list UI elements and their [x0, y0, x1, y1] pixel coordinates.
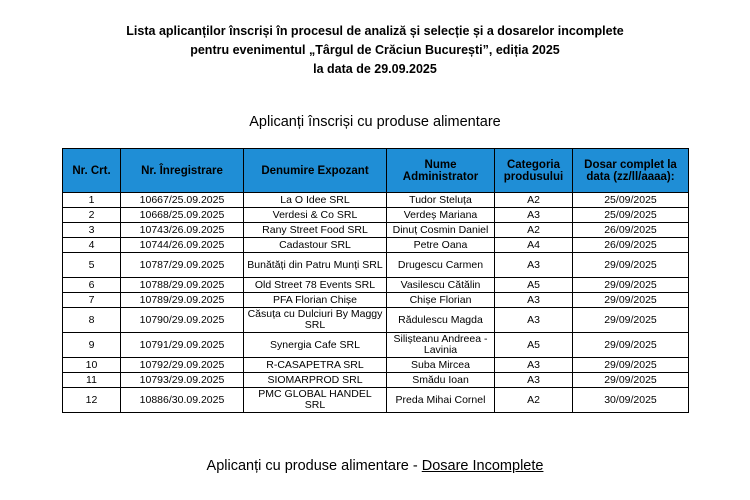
- cell-nr: 9: [63, 333, 121, 358]
- cell-registration: 10793/29.09.2025: [121, 373, 244, 388]
- cell-administrator: Vasilescu Cătălin: [387, 278, 495, 293]
- cell-category: A3: [495, 208, 573, 223]
- table-row: [63, 293, 689, 308]
- cell-complete-date: 29/09/2025: [573, 358, 689, 373]
- col-header-nr: Nr. Crt.: [63, 149, 121, 193]
- cell-exhibitor: SIOMARPROD SRL: [244, 373, 387, 388]
- cell-exhibitor: Rany Street Food SRL: [244, 223, 387, 238]
- cell-complete-date: 29/09/2025: [573, 278, 689, 293]
- table-row: [63, 278, 689, 293]
- cell-exhibitor: Căsuța cu Dulciuri By Maggy SRL: [244, 308, 387, 333]
- cell-nr: 7: [63, 293, 121, 308]
- table-row: [63, 373, 689, 388]
- cell-exhibitor: Verdesi & Co SRL: [244, 208, 387, 223]
- cell-complete-date: 29/09/2025: [573, 308, 689, 333]
- header-line-3: la data de 29.09.2025: [313, 62, 437, 76]
- cell-registration: 10667/25.09.2025: [121, 193, 244, 208]
- cell-registration: 10790/29.09.2025: [121, 308, 244, 333]
- cell-registration: 10791/29.09.2025: [121, 333, 244, 358]
- cell-nr: 2: [63, 208, 121, 223]
- header-line-2: pentru evenimentul „Târgul de Crăciun București”, ediția 2025: [190, 43, 560, 57]
- table-row: [63, 193, 689, 208]
- section-title-prefix: Aplicanți cu produse alimentare -: [206, 458, 422, 474]
- cell-category: A3: [495, 373, 573, 388]
- col-header-registration: Nr. Înregistrare: [121, 149, 244, 193]
- cell-nr: 6: [63, 278, 121, 293]
- table-row: [63, 208, 689, 223]
- cell-exhibitor: PMC GLOBAL HANDEL SRL: [244, 388, 387, 413]
- cell-complete-date: 29/09/2025: [573, 293, 689, 308]
- cell-category: A4: [495, 238, 573, 253]
- section-title-incomplete: [0, 458, 750, 474]
- header-line-1: Lista aplicanților înscriși în procesul de analiză și selecție și a dosarelor incomplete: [126, 24, 624, 38]
- cell-nr: 1: [63, 193, 121, 208]
- applicants-table: [62, 148, 689, 413]
- cell-complete-date: 26/09/2025: [573, 223, 689, 238]
- table-row: [63, 308, 689, 333]
- cell-exhibitor: PFA Florian Chișe: [244, 293, 387, 308]
- col-header-complete-date: Dosar complet la data (zz/ll/aaaa):: [573, 149, 689, 193]
- cell-complete-date: 26/09/2025: [573, 238, 689, 253]
- cell-registration: 10787/29.09.2025: [121, 253, 244, 278]
- cell-registration: 10744/26.09.2025: [121, 238, 244, 253]
- table-header-row: [63, 149, 689, 193]
- cell-category: A2: [495, 193, 573, 208]
- cell-nr: 8: [63, 308, 121, 333]
- cell-registration: 10743/26.09.2025: [121, 223, 244, 238]
- cell-administrator: Petre Oana: [387, 238, 495, 253]
- cell-complete-date: 29/09/2025: [573, 333, 689, 358]
- cell-administrator: Tudor Steluța: [387, 193, 495, 208]
- cell-administrator: Drugescu Carmen: [387, 253, 495, 278]
- cell-category: A3: [495, 293, 573, 308]
- cell-nr: 11: [63, 373, 121, 388]
- section-title-enrolled: Aplicanți înscriși cu produse alimentare: [249, 114, 501, 130]
- cell-administrator: Smădu Ioan: [387, 373, 495, 388]
- cell-administrator: Suba Mircea: [387, 358, 495, 373]
- cell-complete-date: 29/09/2025: [573, 373, 689, 388]
- cell-category: A2: [495, 223, 573, 238]
- cell-registration: 10788/29.09.2025: [121, 278, 244, 293]
- cell-exhibitor: Cadastour SRL: [244, 238, 387, 253]
- cell-exhibitor: R-CASAPETRA SRL: [244, 358, 387, 373]
- cell-registration: 10792/29.09.2025: [121, 358, 244, 373]
- cell-category: A2: [495, 388, 573, 413]
- table-row: [63, 388, 689, 413]
- cell-nr: 3: [63, 223, 121, 238]
- cell-registration: 10886/30.09.2025: [121, 388, 244, 413]
- cell-category: A5: [495, 333, 573, 358]
- cell-complete-date: 25/09/2025: [573, 208, 689, 223]
- cell-nr: 10: [63, 358, 121, 373]
- table-row: [63, 238, 689, 253]
- cell-nr: 5: [63, 253, 121, 278]
- table-row: [63, 223, 689, 238]
- cell-complete-date: 25/09/2025: [573, 193, 689, 208]
- cell-registration: 10668/25.09.2025: [121, 208, 244, 223]
- cell-administrator: Chișe Florian: [387, 293, 495, 308]
- table-row: [63, 358, 689, 373]
- section-title-underlined: Dosare Incomplete: [421, 458, 544, 474]
- cell-complete-date: 30/09/2025: [573, 388, 689, 413]
- cell-complete-date: 29/09/2025: [573, 253, 689, 278]
- cell-exhibitor: Old Street 78 Events SRL: [244, 278, 387, 293]
- table-row: [63, 333, 689, 358]
- cell-administrator: Siliștеanu Andreea - Lavinia: [387, 333, 495, 358]
- cell-administrator: Dinuț Cosmin Daniel: [387, 223, 495, 238]
- cell-category: A5: [495, 278, 573, 293]
- cell-category: A3: [495, 253, 573, 278]
- cell-exhibitor: Bunătăți din Patru Munți SRL: [244, 253, 387, 278]
- col-header-category: Categoria produsului: [495, 149, 573, 193]
- cell-exhibitor: La O Idee SRL: [244, 193, 387, 208]
- cell-administrator: Verdeș Mariana: [387, 208, 495, 223]
- document-header: [0, 22, 750, 79]
- col-header-exhibitor: Denumire Expozant: [244, 149, 387, 193]
- table-row: [63, 253, 689, 278]
- cell-nr: 12: [63, 388, 121, 413]
- cell-administrator: Rădulescu Magda: [387, 308, 495, 333]
- cell-administrator: Preda Mihai Cornel: [387, 388, 495, 413]
- cell-registration: 10789/29.09.2025: [121, 293, 244, 308]
- cell-exhibitor: Synergia Cafe SRL: [244, 333, 387, 358]
- col-header-administrator: Nume Administrator: [387, 149, 495, 193]
- cell-category: A3: [495, 308, 573, 333]
- cell-nr: 4: [63, 238, 121, 253]
- cell-category: A3: [495, 358, 573, 373]
